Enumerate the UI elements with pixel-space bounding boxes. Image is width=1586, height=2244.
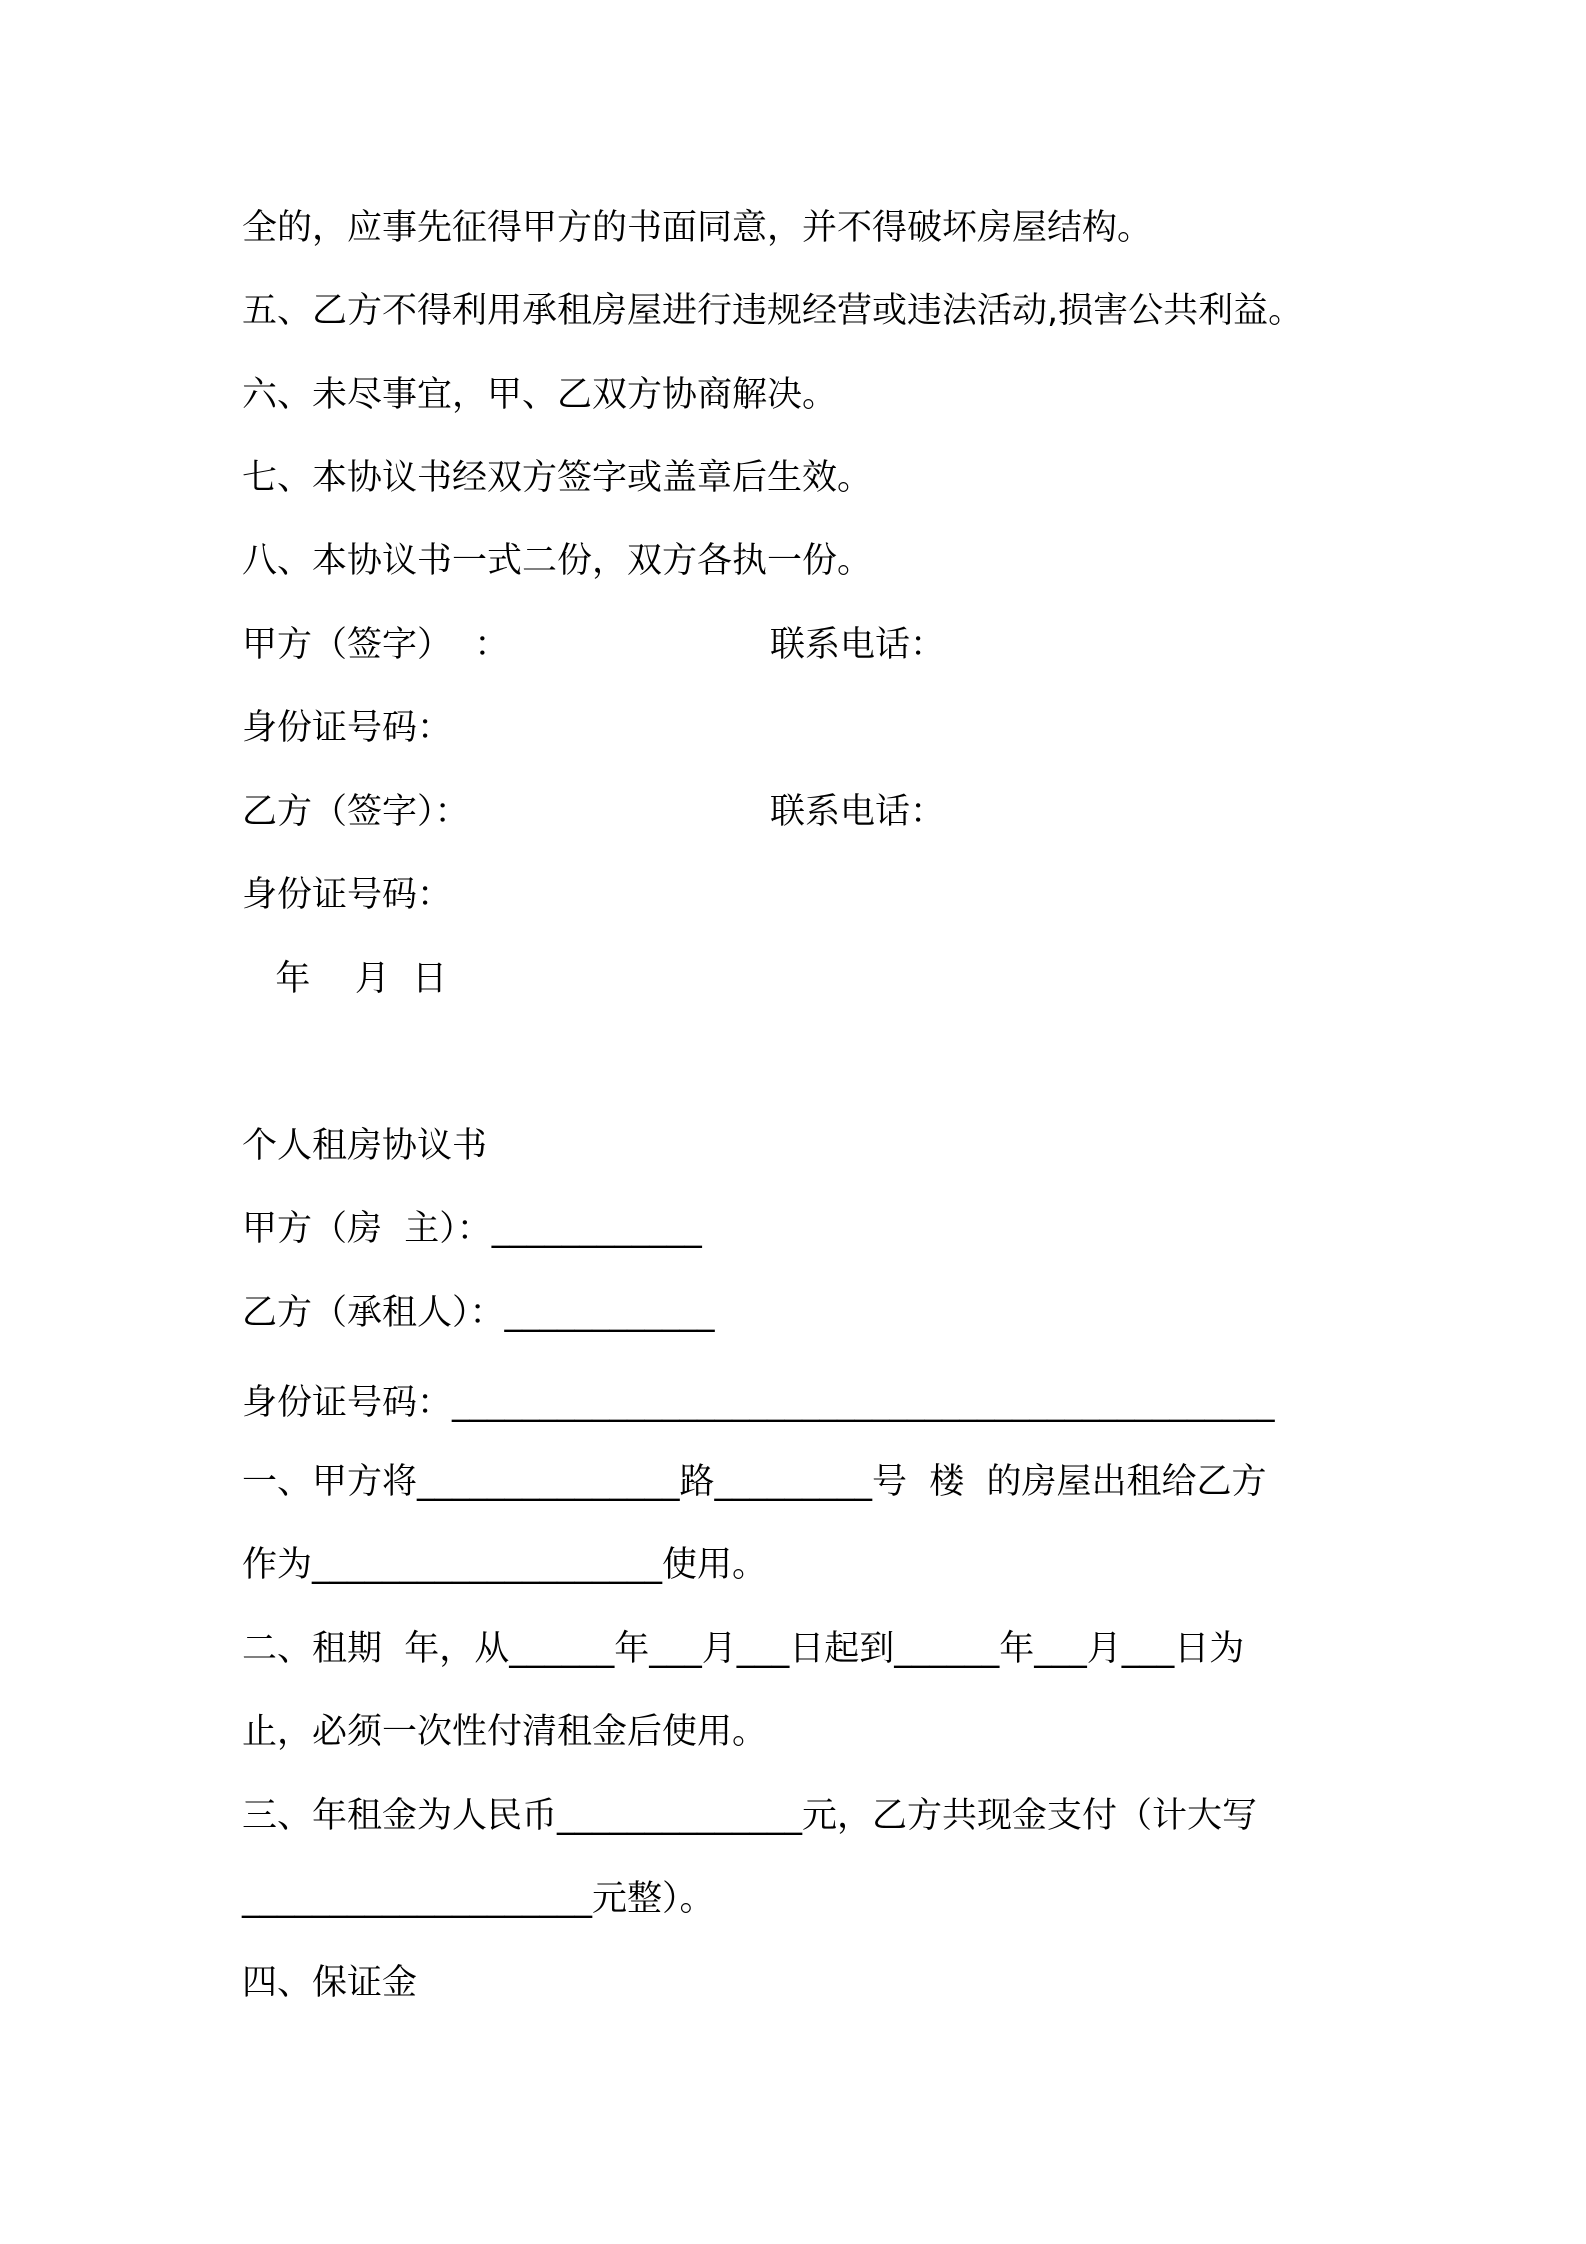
clause-seven: 七、本协议书经双方签字或盖章后生效。 [242, 458, 873, 498]
clause-two-line-1: 二、租期 年，从______年___月___日起到______年___月___日为 [242, 1629, 1245, 1669]
date-line: 年 月 日 [242, 959, 448, 999]
clause-two-line-2: 止，必须一次性付清租金后使用。 [242, 1712, 768, 1752]
party-a-phone-label: 联系电话： [770, 625, 946, 665]
landlord-line: 甲方（房 主）：____________ [242, 1209, 702, 1249]
clause-three-line-2: ____________________元整）。 [242, 1879, 715, 1919]
clause-eight: 八、本协议书一式二份，双方各执一份。 [242, 541, 873, 581]
clause-one-line-1: 一、甲方将_______________路_________号 楼 的房屋出租给乙方 [242, 1462, 1267, 1502]
id-number-line: 身份证号码：_______________________________________________ [242, 1383, 1275, 1423]
clause-six: 六、未尽事宜，甲、乙双方协商解决。 [242, 375, 838, 415]
clause-three-line-1: 三、年租金为人民币______________元，乙方共现金支付（计大写 [242, 1796, 1258, 1836]
party-b-signature-label: 乙方（签字）： [242, 792, 470, 832]
clause-text-line: 全的，应事先征得甲方的书面同意，并不得破坏房屋结构。 [242, 208, 1153, 248]
clause-one-line-2: 作为____________________使用。 [242, 1545, 768, 1585]
party-a-id-label: 身份证号码： [242, 708, 453, 748]
party-b-phone-label: 联系电话： [770, 792, 946, 832]
second-agreement-title: 个人租房协议书 [242, 1126, 488, 1166]
clause-five: 五、乙方不得利用承租房屋进行违规经营或违法活动,损害公共利益。 [242, 291, 1304, 331]
party-b-id-label: 身份证号码： [242, 875, 453, 915]
clause-four-heading: 四、保证金 [242, 1963, 418, 2003]
tenant-line: 乙方（承租人）：____________ [242, 1293, 715, 1333]
party-a-signature-label: 甲方（签字） ： [242, 625, 510, 665]
